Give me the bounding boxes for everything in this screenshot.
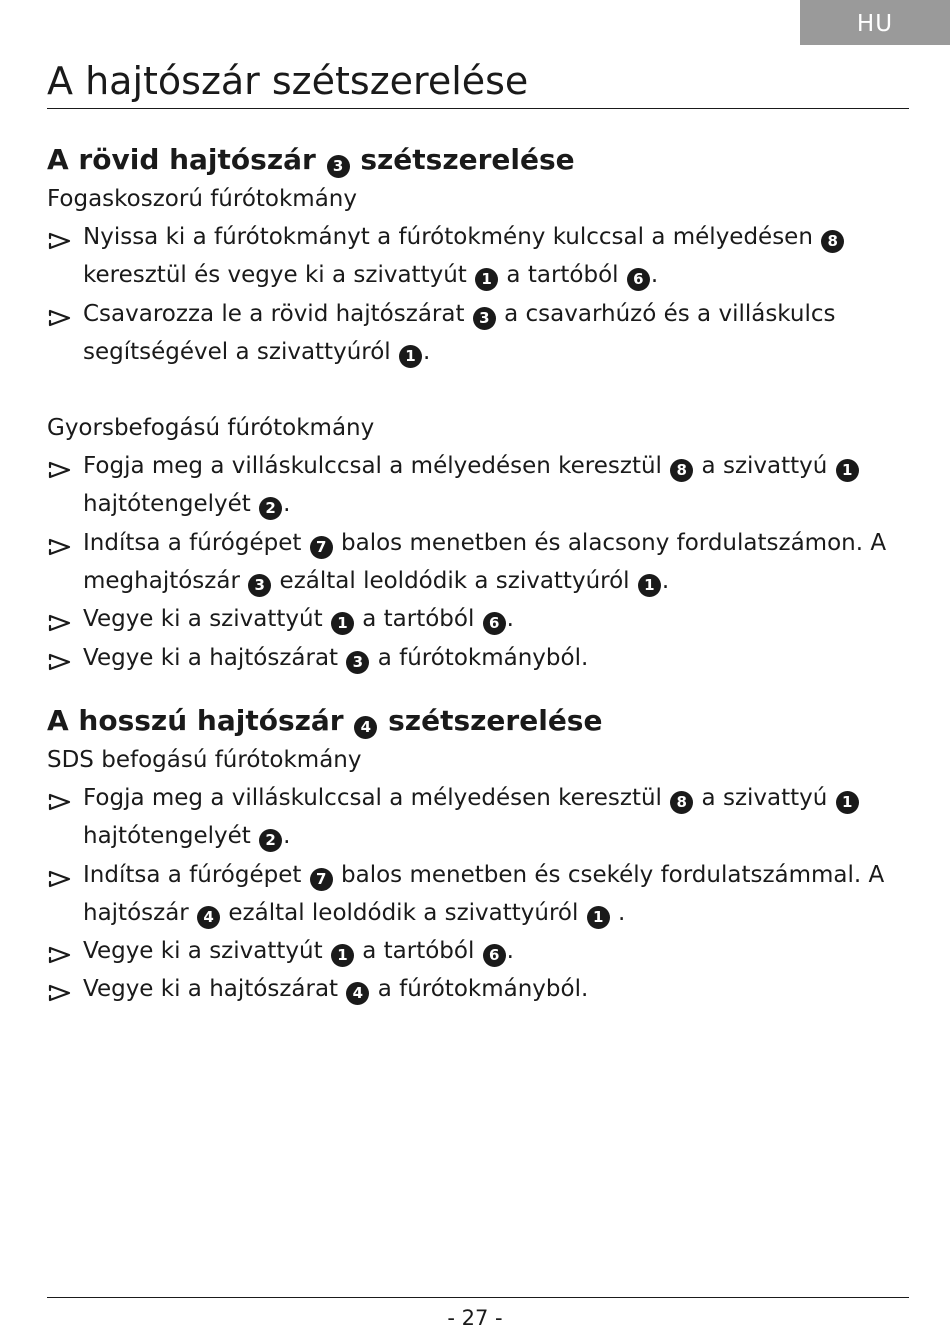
chuck-type-subheading: SDS befogású fúrótokmány bbox=[47, 746, 362, 773]
page-title: A hajtószár szétszerelése bbox=[47, 59, 529, 103]
step-text: Indítsa a fúrógépet bbox=[83, 529, 309, 556]
arrow-bullet-icon bbox=[47, 647, 73, 669]
instruction-step bbox=[47, 639, 909, 677]
page-content bbox=[47, 140, 909, 1009]
step-text: Nyissa ki a fúrótokmányt a fúrótokmény kulccsal a mélyedésen bbox=[83, 224, 821, 250]
step-text: ezáltal leoldódik a szivattyúról bbox=[221, 899, 586, 926]
step-text: a tartóból bbox=[354, 938, 482, 965]
step-text: Indítsa a fúrógépet bbox=[83, 861, 309, 888]
section-heading bbox=[47, 140, 909, 180]
language-tab: HU bbox=[800, 0, 950, 45]
chuck-type-subheading: Fogaskoszorú fúrótokmány bbox=[47, 186, 357, 212]
section-heading-text: A rövid hajtószár bbox=[47, 143, 316, 176]
step-text: hajtótengelyét bbox=[83, 491, 259, 518]
step-text: Fogja meg a villáskulccsal a mélyedésen keresztül bbox=[83, 453, 670, 480]
step-text: Csavarozza le a rövid hajtószárat bbox=[83, 300, 472, 327]
instruction-step bbox=[47, 447, 909, 524]
step-text: . bbox=[283, 491, 291, 518]
instruction-step bbox=[47, 295, 909, 372]
part-number-badge: 8 bbox=[670, 791, 693, 814]
part-number-badge: 6 bbox=[627, 268, 650, 291]
step-text: a szivattyú bbox=[694, 453, 835, 480]
part-number-badge: 1 bbox=[587, 906, 610, 929]
step-text: balos menetben és csekély fordulatszámmal. A hajtószár bbox=[83, 861, 885, 926]
arrow-bullet-icon bbox=[47, 787, 73, 809]
title-divider bbox=[47, 108, 909, 109]
instruction-step bbox=[47, 218, 909, 295]
step-text: Vegye ki a hajtószárat bbox=[83, 976, 346, 1003]
part-number-badge: 2 bbox=[259, 497, 282, 520]
step-text: keresztül és vegye ki a szivattyút bbox=[83, 262, 475, 289]
part-number-badge: 1 bbox=[331, 612, 354, 635]
section-heading-text: szétszerelése bbox=[360, 143, 575, 176]
arrow-bullet-icon bbox=[47, 608, 73, 630]
step-text: . bbox=[423, 338, 431, 365]
instruction-step bbox=[47, 932, 909, 970]
part-number-badge: 1 bbox=[331, 944, 354, 967]
part-number-badge: 3 bbox=[473, 307, 496, 330]
part-number-badge: 1 bbox=[475, 268, 498, 291]
step-text: a szivattyú bbox=[694, 784, 835, 811]
part-number-badge: 3 bbox=[346, 651, 369, 674]
step-text: a tartóból bbox=[354, 606, 482, 633]
part-number-badge: 6 bbox=[483, 612, 506, 635]
section-heading bbox=[47, 701, 909, 741]
part-number-badge: 8 bbox=[821, 230, 844, 253]
step-text: . bbox=[283, 823, 291, 850]
part-number-badge: 7 bbox=[310, 868, 333, 891]
step-text: a fúrótokmányból. bbox=[370, 976, 589, 1003]
part-number-badge: 4 bbox=[197, 906, 220, 929]
step-text: Fogja meg a villáskulccsal a mélyedésen keresztül bbox=[83, 784, 670, 811]
section-heading-text: szétszerelése bbox=[388, 703, 603, 737]
step-text: hajtótengelyét bbox=[83, 823, 259, 850]
arrow-bullet-icon bbox=[47, 978, 73, 1000]
part-number-badge: 4 bbox=[354, 716, 377, 739]
page-number: - 27 - bbox=[447, 1306, 503, 1330]
step-text: Vegye ki a szivattyút bbox=[83, 938, 330, 965]
arrow-bullet-icon bbox=[47, 864, 73, 886]
part-number-badge: 6 bbox=[483, 944, 506, 967]
arrow-bullet-icon bbox=[47, 303, 73, 325]
part-number-badge: 4 bbox=[346, 982, 369, 1005]
part-number-badge: 8 bbox=[670, 459, 693, 482]
part-number-badge: 7 bbox=[310, 536, 333, 559]
part-number-badge: 2 bbox=[259, 829, 282, 852]
step-text: . bbox=[610, 899, 626, 926]
step-text: . bbox=[661, 568, 670, 595]
instruction-step bbox=[47, 524, 909, 601]
step-text: ezáltal leoldódik a szivattyúról bbox=[272, 568, 637, 595]
part-number-badge: 1 bbox=[836, 791, 859, 814]
step-text: a csavarhúzó és a villáskulcs segítségével a szivattyúról bbox=[83, 300, 836, 365]
step-text: a fúrótokmányból. bbox=[370, 644, 589, 671]
step-text: . bbox=[506, 938, 514, 965]
footer-divider bbox=[47, 1297, 909, 1298]
arrow-bullet-icon bbox=[47, 455, 73, 477]
part-number-badge: 3 bbox=[327, 155, 350, 178]
arrow-bullet-icon bbox=[47, 940, 73, 962]
step-text: a tartóból bbox=[499, 262, 626, 289]
step-text: balos menetben és alacsony fordulatszámon. A meghajtószár bbox=[83, 529, 887, 595]
step-text: Vegye ki a szivattyút bbox=[83, 606, 330, 633]
arrow-bullet-icon bbox=[47, 226, 73, 248]
part-number-badge: 1 bbox=[399, 345, 422, 368]
instruction-step bbox=[47, 856, 909, 933]
section-heading-text: A hosszú hajtószár bbox=[47, 703, 344, 737]
part-number-badge: 3 bbox=[248, 574, 271, 597]
part-number-badge: 1 bbox=[836, 459, 859, 482]
step-text: . bbox=[650, 262, 659, 289]
instruction-step bbox=[47, 779, 909, 856]
arrow-bullet-icon bbox=[47, 532, 73, 554]
chuck-type-subheading: Gyorsbefogású fúrótokmány bbox=[47, 415, 375, 442]
step-text: . bbox=[506, 606, 514, 633]
instruction-step bbox=[47, 970, 909, 1008]
step-text: Vegye ki a hajtószárat bbox=[83, 644, 346, 671]
part-number-badge: 1 bbox=[638, 574, 661, 597]
instruction-step bbox=[47, 600, 909, 638]
